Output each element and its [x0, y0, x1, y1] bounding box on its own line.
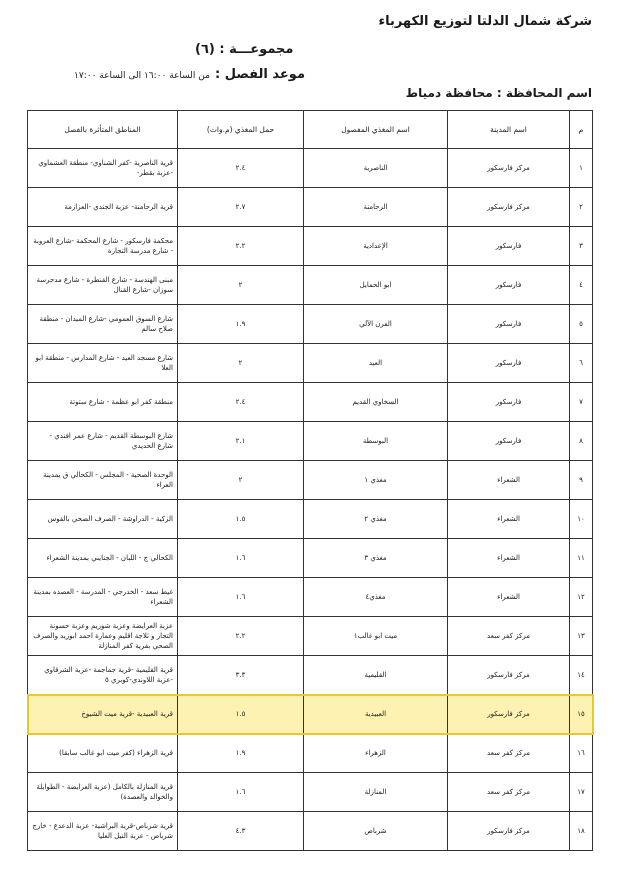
city-name: مركز فارسكور: [448, 656, 570, 695]
affected-areas: قرية الرحامنة- عزبة الجندي -العزازمة: [28, 188, 178, 227]
feeder-name: القليمية: [304, 656, 448, 695]
city-name: مركز فارسكور: [448, 812, 570, 851]
group-number: مجموعـــة : (٦): [195, 42, 294, 57]
feeder-name: ميت ابو غالب١: [304, 617, 448, 656]
feeder-name: المنازلة: [304, 773, 448, 812]
feeder-load: ٢.٤: [178, 383, 304, 422]
feeder-load: ٢: [178, 461, 304, 500]
cutoff-time-label: موعد الفصل :: [215, 67, 305, 82]
table-row: [28, 188, 593, 227]
feeder-load: ٢.٤: [178, 149, 304, 188]
row-number: ١٣: [570, 617, 593, 656]
city-name: مركز كفر سعد: [448, 773, 570, 812]
row-number: ١٥: [570, 695, 593, 734]
cutoff-time-value: من الساعة ١٦:٠٠ الى الساعة ١٧:٠٠: [74, 71, 210, 81]
header-feeder: اسم المغذي المفصول: [304, 111, 448, 149]
feeder-name: الناصرية: [304, 149, 448, 188]
affected-areas: قرية القليمية -قرية جماجمة -عزبة الشرقاوي -عزبة اللاوندي-كوبري ٥: [28, 656, 178, 695]
affected-areas: الوحدة الصحية - المجلس - الكحالي ق بمدينة العراء: [28, 461, 178, 500]
row-number: ١٨: [570, 812, 593, 851]
row-number: ٢: [570, 188, 593, 227]
feeder-load: ٤.٣: [178, 812, 304, 851]
feeder-name: الإعدادية: [304, 227, 448, 266]
city-name: مركز فارسكور: [448, 695, 570, 734]
affected-areas: شارع مسجد العيد - شارع المدارس - منطقة ابو العلا: [28, 344, 178, 383]
city-name: فارسكور: [448, 344, 570, 383]
row-number: ١٠: [570, 500, 593, 539]
table-header-row: [28, 111, 593, 149]
feeder-name: العيد: [304, 344, 448, 383]
row-number: ١٧: [570, 773, 593, 812]
row-number: ٩: [570, 461, 593, 500]
affected-areas: عزبة العرايضة وعزبة شوريم وعزبة حسونة التجار و ثلاجة اقليم وعمارة احمد ابوزيد والصرف الصحي بقرية كفر المنازلة: [28, 617, 178, 656]
city-name: الشعراء: [448, 500, 570, 539]
row-number: ١٦: [570, 734, 593, 773]
feeder-load: ٣.٣: [178, 656, 304, 695]
governorate-name: اسم المحافظة : محافظة دمياط: [405, 86, 592, 100]
feeder-load: ١.٦: [178, 773, 304, 812]
table-row: [28, 461, 593, 500]
header-city: اسم المدينة: [448, 111, 570, 149]
feeder-load: ٢.١: [178, 422, 304, 461]
city-name: الشعراء: [448, 461, 570, 500]
header-areas: المناطق المتأثرة بالفصل: [28, 111, 178, 149]
table-row: [28, 422, 593, 461]
row-number: ١: [570, 149, 593, 188]
table-row: [28, 695, 593, 734]
feeder-name: البوسطة: [304, 422, 448, 461]
table-row: [28, 266, 593, 305]
city-name: مركز فارسكور: [448, 149, 570, 188]
table-row: [28, 617, 593, 656]
feeder-load: ٢.٢: [178, 227, 304, 266]
feeder-name: الرحامنة: [304, 188, 448, 227]
affected-areas: قرية شرباص-قرية البراشية- عزبة الدعدع - خارج شرباص - عزبة النيل العليا: [28, 812, 178, 851]
table-row: [28, 773, 593, 812]
feeder-load: ١.٥: [178, 500, 304, 539]
row-number: ١٢: [570, 578, 593, 617]
affected-areas: الزكية - الدراوشة - الصرف الصحي بالقوس: [28, 500, 178, 539]
city-name: فارسكور: [448, 383, 570, 422]
affected-areas: قرية العبيدية -قرية ميت الشيوخ: [28, 695, 178, 734]
feeder-name: شرباص: [304, 812, 448, 851]
feeder-load: ٢: [178, 344, 304, 383]
row-number: ٧: [570, 383, 593, 422]
city-name: مركز كفر سعد: [448, 617, 570, 656]
feeder-name: مغذي ٣: [304, 539, 448, 578]
feeder-load: ١.٩: [178, 305, 304, 344]
table-row: [28, 305, 593, 344]
feeder-name: العبيدية: [304, 695, 448, 734]
feeder-name: مغذي ١: [304, 461, 448, 500]
row-number: ١١: [570, 539, 593, 578]
table-row: [28, 149, 593, 188]
affected-areas: محكمة فارسكور - شارع المحكمة -شارع العروبة - شارع مدرسة التجارة: [28, 227, 178, 266]
feeder-load: ١.٩: [178, 734, 304, 773]
table-row: [28, 227, 593, 266]
company-name: شركة شمال الدلتا لتوزيع الكهرباء: [378, 14, 592, 29]
feeder-load: ٢.٢: [178, 617, 304, 656]
city-name: فارسكور: [448, 305, 570, 344]
affected-areas: شارع البوسطة القديم - شارع عمر افندي - شارع الحديدي: [28, 422, 178, 461]
table-row: [28, 656, 593, 695]
table-row: [28, 539, 593, 578]
feeder-load: ١.٦: [178, 539, 304, 578]
affected-areas: منطقة كفر ابو عظمة - شارع ستوتة: [28, 383, 178, 422]
feeder-name: مغذي ٢: [304, 500, 448, 539]
table-row: [28, 383, 593, 422]
table-row: [28, 812, 593, 851]
header-load: حمل المغذي (م.وات): [178, 111, 304, 149]
table-row: [28, 500, 593, 539]
city-name: مركز فارسكور: [448, 188, 570, 227]
table-row: [28, 578, 593, 617]
row-number: ٣: [570, 227, 593, 266]
feeder-name: السخاوي القديم: [304, 383, 448, 422]
affected-areas: شارع السوق العمومي -شارع الميدان - منطقة صلاح سالم: [28, 305, 178, 344]
feeder-name: الزهراء: [304, 734, 448, 773]
table-row: [28, 734, 593, 773]
affected-areas: قرية الناصرية -كفر الشناوي- منطقة العشماوي -عزبة بقطر-: [28, 149, 178, 188]
row-number: ٨: [570, 422, 593, 461]
affected-areas: قرية المنازلة بالكامل (عزبة العرايضة - الطوايلة والخوالد والعصدة): [28, 773, 178, 812]
feeder-load: ١.٦: [178, 578, 304, 617]
city-name: الشعراء: [448, 578, 570, 617]
row-number: ١٤: [570, 656, 593, 695]
row-number: ٦: [570, 344, 593, 383]
header-no: م: [570, 111, 593, 149]
feeder-name: ابو الحمايل: [304, 266, 448, 305]
row-number: ٥: [570, 305, 593, 344]
feeder-name: مغذي٤: [304, 578, 448, 617]
cutoff-time: [55, 63, 305, 82]
city-name: فارسكور: [448, 422, 570, 461]
city-name: فارسكور: [448, 266, 570, 305]
feeder-load: ٢.٧: [178, 188, 304, 227]
outage-schedule-table: [27, 110, 593, 851]
row-number: ٤: [570, 266, 593, 305]
affected-areas: قرية الزهراء (كفر ميت ابو غالب سابقا): [28, 734, 178, 773]
city-name: الشعراء: [448, 539, 570, 578]
feeder-load: ٢: [178, 266, 304, 305]
affected-areas: غيط سعد - الخدرجي - المدرسة - العصده بمدينة الشعراء: [28, 578, 178, 617]
city-name: مركز كفر سعد: [448, 734, 570, 773]
affected-areas: الكحالي ج - اللبان - الجنايني بمدينة الشعراء: [28, 539, 178, 578]
feeder-load: ١.٥: [178, 695, 304, 734]
table-row: [28, 344, 593, 383]
city-name: فارسكور: [448, 227, 570, 266]
feeder-name: الفرن الآلي: [304, 305, 448, 344]
affected-areas: مبنى الهندسة - شارع القنطرة - شارع مدجرسة سوزان -شارع القنال: [28, 266, 178, 305]
